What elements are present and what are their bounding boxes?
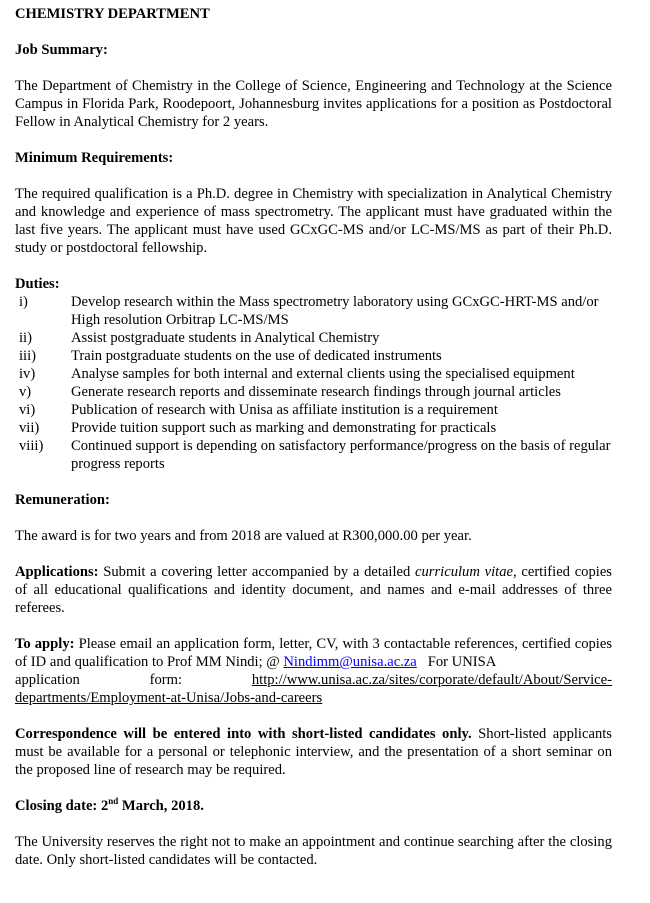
list-item-number: v) <box>19 384 32 400</box>
list-item-number: iv) <box>19 366 36 382</box>
closing-date-rest: March, 2018. <box>118 798 204 814</box>
list-item-text: Train postgraduate students on the use of dedicated instruments <box>71 348 442 364</box>
list-item-number: i) <box>19 294 28 310</box>
list-item-number: viii) <box>19 438 44 454</box>
list-item-number: iii) <box>19 348 37 364</box>
duties-list <box>15 293 612 473</box>
disclaimer-text: The University reserves the right not to make an appointment and continue searching after the closing date. Only short-listed candidates will be contacted. <box>15 834 612 868</box>
list-item-text: Provide tuition support such as marking and demonstrating for practicals <box>71 420 497 436</box>
list-item-number: vii) <box>19 420 40 436</box>
list-item <box>15 383 612 401</box>
email-link[interactable]: Nindimm@unisa.ac.za <box>283 654 417 670</box>
list-item <box>15 401 612 419</box>
list-item-text: Continued support is depending on satisfactory performance/progress on the basis of regular progress reports <box>71 438 611 472</box>
list-item-text: Generate research reports and disseminate research findings through journal articles <box>71 384 561 400</box>
applications-text-before: Submit a covering letter accompanied by a detailed <box>98 564 416 580</box>
to-apply-label: To apply: <box>15 636 75 652</box>
list-item <box>15 347 612 365</box>
correspondence-bold: Correspondence will be entered into with short-listed candidates only. <box>15 726 472 742</box>
correspondence-text: Short-listed applicants must be available for a personal or telephonic interview, and the presentation of a short seminar on the proposed line of research may be required. <box>15 726 612 778</box>
application-word: application <box>15 672 80 688</box>
minimum-requirements-text: The required qualification is a Ph.D. degree in Chemistry with specialization in Analytical Chemistry and knowledge and experience of mass spectrometry. The applicant must have graduated within the last five years. The applicant must have used GCxGC-MS and/or LC-MS/MS as part of their Ph.D. study or postdoctoral fellowship. <box>15 186 612 256</box>
applications-text-after: , certified copies of all educational qualifications and identity document, and names and e-mail addresses of three referees. <box>15 564 612 616</box>
list-item-number: ii) <box>19 330 32 346</box>
duties-heading: Duties: <box>15 276 60 292</box>
list-item <box>15 293 612 329</box>
list-item <box>15 419 612 437</box>
list-item-number: vi) <box>19 402 36 418</box>
closing-date <box>15 797 612 815</box>
list-item <box>15 329 612 347</box>
for-unisa-text: For UNISA <box>416 654 497 670</box>
to-apply-text: Please email an application form, letter, CV, with 3 contactable references, certified copies of ID and qualification to Prof MM Nindi; @ <box>15 636 612 670</box>
closing-date-sup: nd <box>108 796 119 806</box>
job-summary-heading: Job Summary: <box>15 42 108 58</box>
remuneration-text: The award is for two years and from 2018 are valued at R300,000.00 per year. <box>15 528 472 544</box>
remuneration-heading: Remuneration: <box>15 492 110 508</box>
form-word: form: <box>149 672 183 688</box>
careers-url-link-part2[interactable]: departments/Employment-at-Unisa/Jobs-and-careers <box>15 690 323 706</box>
applications-italic: curriculum vitae <box>415 564 513 580</box>
applications-paragraph <box>15 563 612 617</box>
careers-url-link-part1[interactable]: http://www.unisa.ac.za/sites/corporate/default/About/Service- <box>251 672 612 688</box>
list-item-text: Assist postgraduate students in Analytical Chemistry <box>71 330 380 346</box>
minimum-requirements-heading: Minimum Requirements: <box>15 150 174 166</box>
list-item <box>15 437 612 473</box>
list-item-text: Develop research within the Mass spectrometry laboratory using GCxGC-HRT-MS and/or High resolution Orbitrap LC-MS/MS <box>71 294 599 328</box>
applications-label: Applications: <box>15 564 99 580</box>
application-form-line <box>15 671 612 689</box>
list-item-text: Analyse samples for both internal and external clients using the specialised equipment <box>71 366 575 382</box>
correspondence-paragraph <box>15 725 612 779</box>
job-summary-text: The Department of Chemistry in the College of Science, Engineering and Technology at the Science Campus in Florida Park, Roodepoort, Johannesburg invites applications for a position as Postdoctoral Fellow in Analytical Chemistry for 2 years. <box>15 78 612 130</box>
list-item <box>15 365 612 383</box>
page-title: CHEMISTRY DEPARTMENT <box>15 6 210 22</box>
list-item-text: Publication of research with Unisa as affiliate institution is a requirement <box>71 402 498 418</box>
to-apply-paragraph <box>15 635 612 671</box>
closing-date-label: Closing date: 2 <box>15 798 109 814</box>
